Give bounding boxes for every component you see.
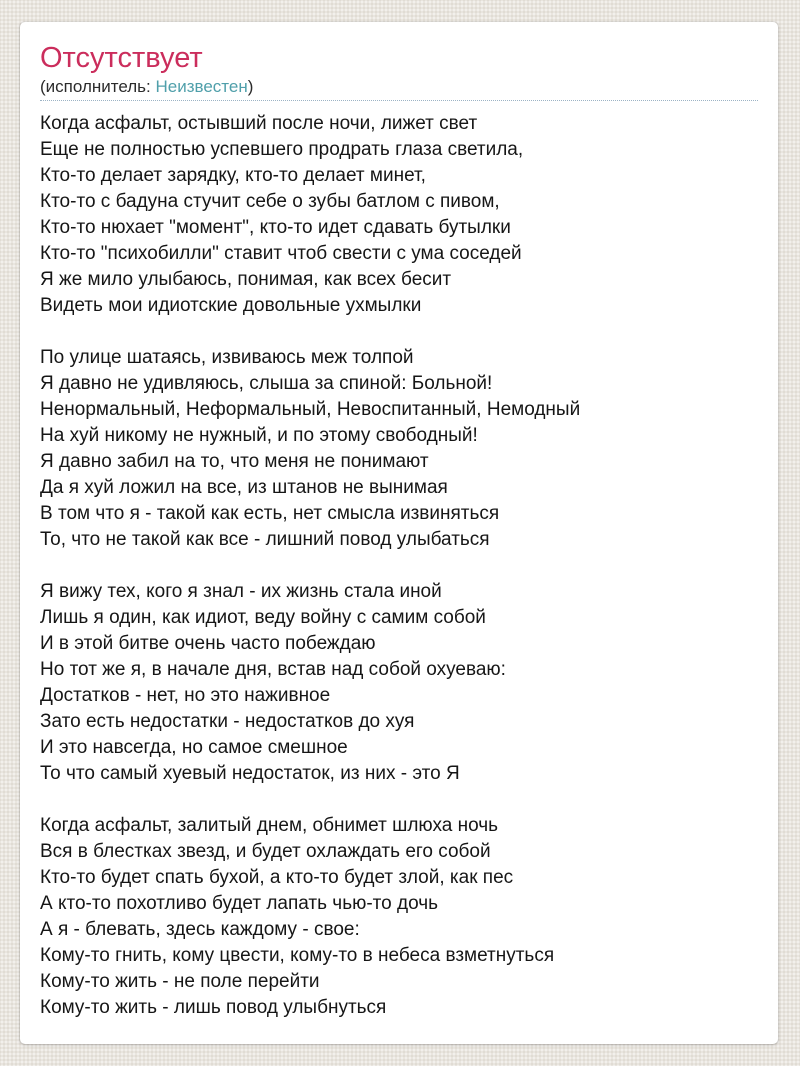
lyrics-text (40, 111, 758, 1021)
lyric-line: Когда асфальт, остывший после ночи, лижет свет (40, 113, 478, 134)
lyric-line: А я - блевать, здесь каждому - свое: (40, 919, 360, 940)
lyric-line: Кому-то жить - не поле перейти (40, 971, 320, 992)
lyric-line: Лишь я один, как идиот, веду войну с самим собой (40, 607, 486, 628)
lyric-line: В том что я - такой как есть, нет смысла извиняться (40, 503, 500, 524)
song-title: Отсутствует (40, 42, 203, 74)
lyric-line: Кто-то делает зарядку, кто-то делает минет, (40, 165, 426, 186)
lyric-line: Кто-то нюхает "момент", кто-то идет сдавать бутылки (40, 217, 511, 238)
lyric-line: Кто-то будет спать бухой, а кто-то будет злой, как пес (40, 867, 514, 888)
lyric-line: Я вижу тех, кого я знал - их жизнь стала иной (40, 581, 442, 602)
lyric-line: Ненормальный, Неформальный, Невоспитанный, Немодный (40, 399, 581, 420)
lyric-line: Я давно забил на то, что меня не понимают (40, 451, 429, 472)
lyric-line: Кому-то гнить, кому цвести, кому-то в небеса взметнуться (40, 945, 555, 966)
artist-label-suffix: ) (247, 77, 254, 96)
artist-line (40, 77, 758, 96)
song-header (40, 42, 758, 101)
lyric-line: Когда асфальт, залитый днем, обнимет шлюха ночь (40, 815, 499, 836)
lyric-line: Я давно не удивляюсь, слыша за спиной: Больной! (40, 373, 493, 394)
lyric-line: Видеть мои идиотские довольные ухмылки (40, 295, 422, 316)
stanza (40, 813, 758, 1021)
lyric-line: Кому-то жить - лишь повод улыбнуться (40, 997, 387, 1018)
lyric-line: По улице шатаясь, извиваюсь меж толпой (40, 347, 414, 368)
lyric-line: Еще не полностью успевшего продрать глаза светила, (40, 139, 524, 160)
lyric-line: Вся в блестках звезд, и будет охлаждать его собой (40, 841, 491, 862)
stanza (40, 345, 758, 553)
lyric-line: Кто-то с бадуна стучит себе о зубы батлом с пивом, (40, 191, 500, 212)
artist-link[interactable]: Неизвестен (155, 77, 248, 96)
lyric-line: И это навсегда, но самое смешное (40, 737, 348, 758)
lyric-line: Кто-то "психобилли" ставит чтоб свести с ума соседей (40, 243, 522, 264)
stanza (40, 111, 758, 319)
lyric-line: Но тот же я, в начале дня, встав над собой охуеваю: (40, 659, 506, 680)
lyric-line: Достатков - нет, но это наживное (40, 685, 331, 706)
lyric-line: На хуй никому не нужный, и по этому свободный! (40, 425, 478, 446)
lyric-line: И в этой битве очень часто побеждаю (40, 633, 376, 654)
stanza (40, 579, 758, 787)
lyric-line: Да я хуй ложил на все, из штанов не вынимая (40, 477, 448, 498)
lyric-line: То, что не такой как все - лишний повод улыбаться (40, 529, 490, 550)
lyric-line: Зато есть недостатки - недостатков до хуя (40, 711, 415, 732)
lyric-line: Я же мило улыбаюсь, понимая, как всех бесит (40, 269, 452, 290)
artist-label-prefix: (исполнитель: (40, 77, 156, 96)
content-card (20, 22, 778, 1044)
lyric-line: То что самый хуевый недостаток, из них - это Я (40, 763, 460, 784)
lyric-line: А кто-то похотливо будет лапать чью-то дочь (40, 893, 439, 914)
